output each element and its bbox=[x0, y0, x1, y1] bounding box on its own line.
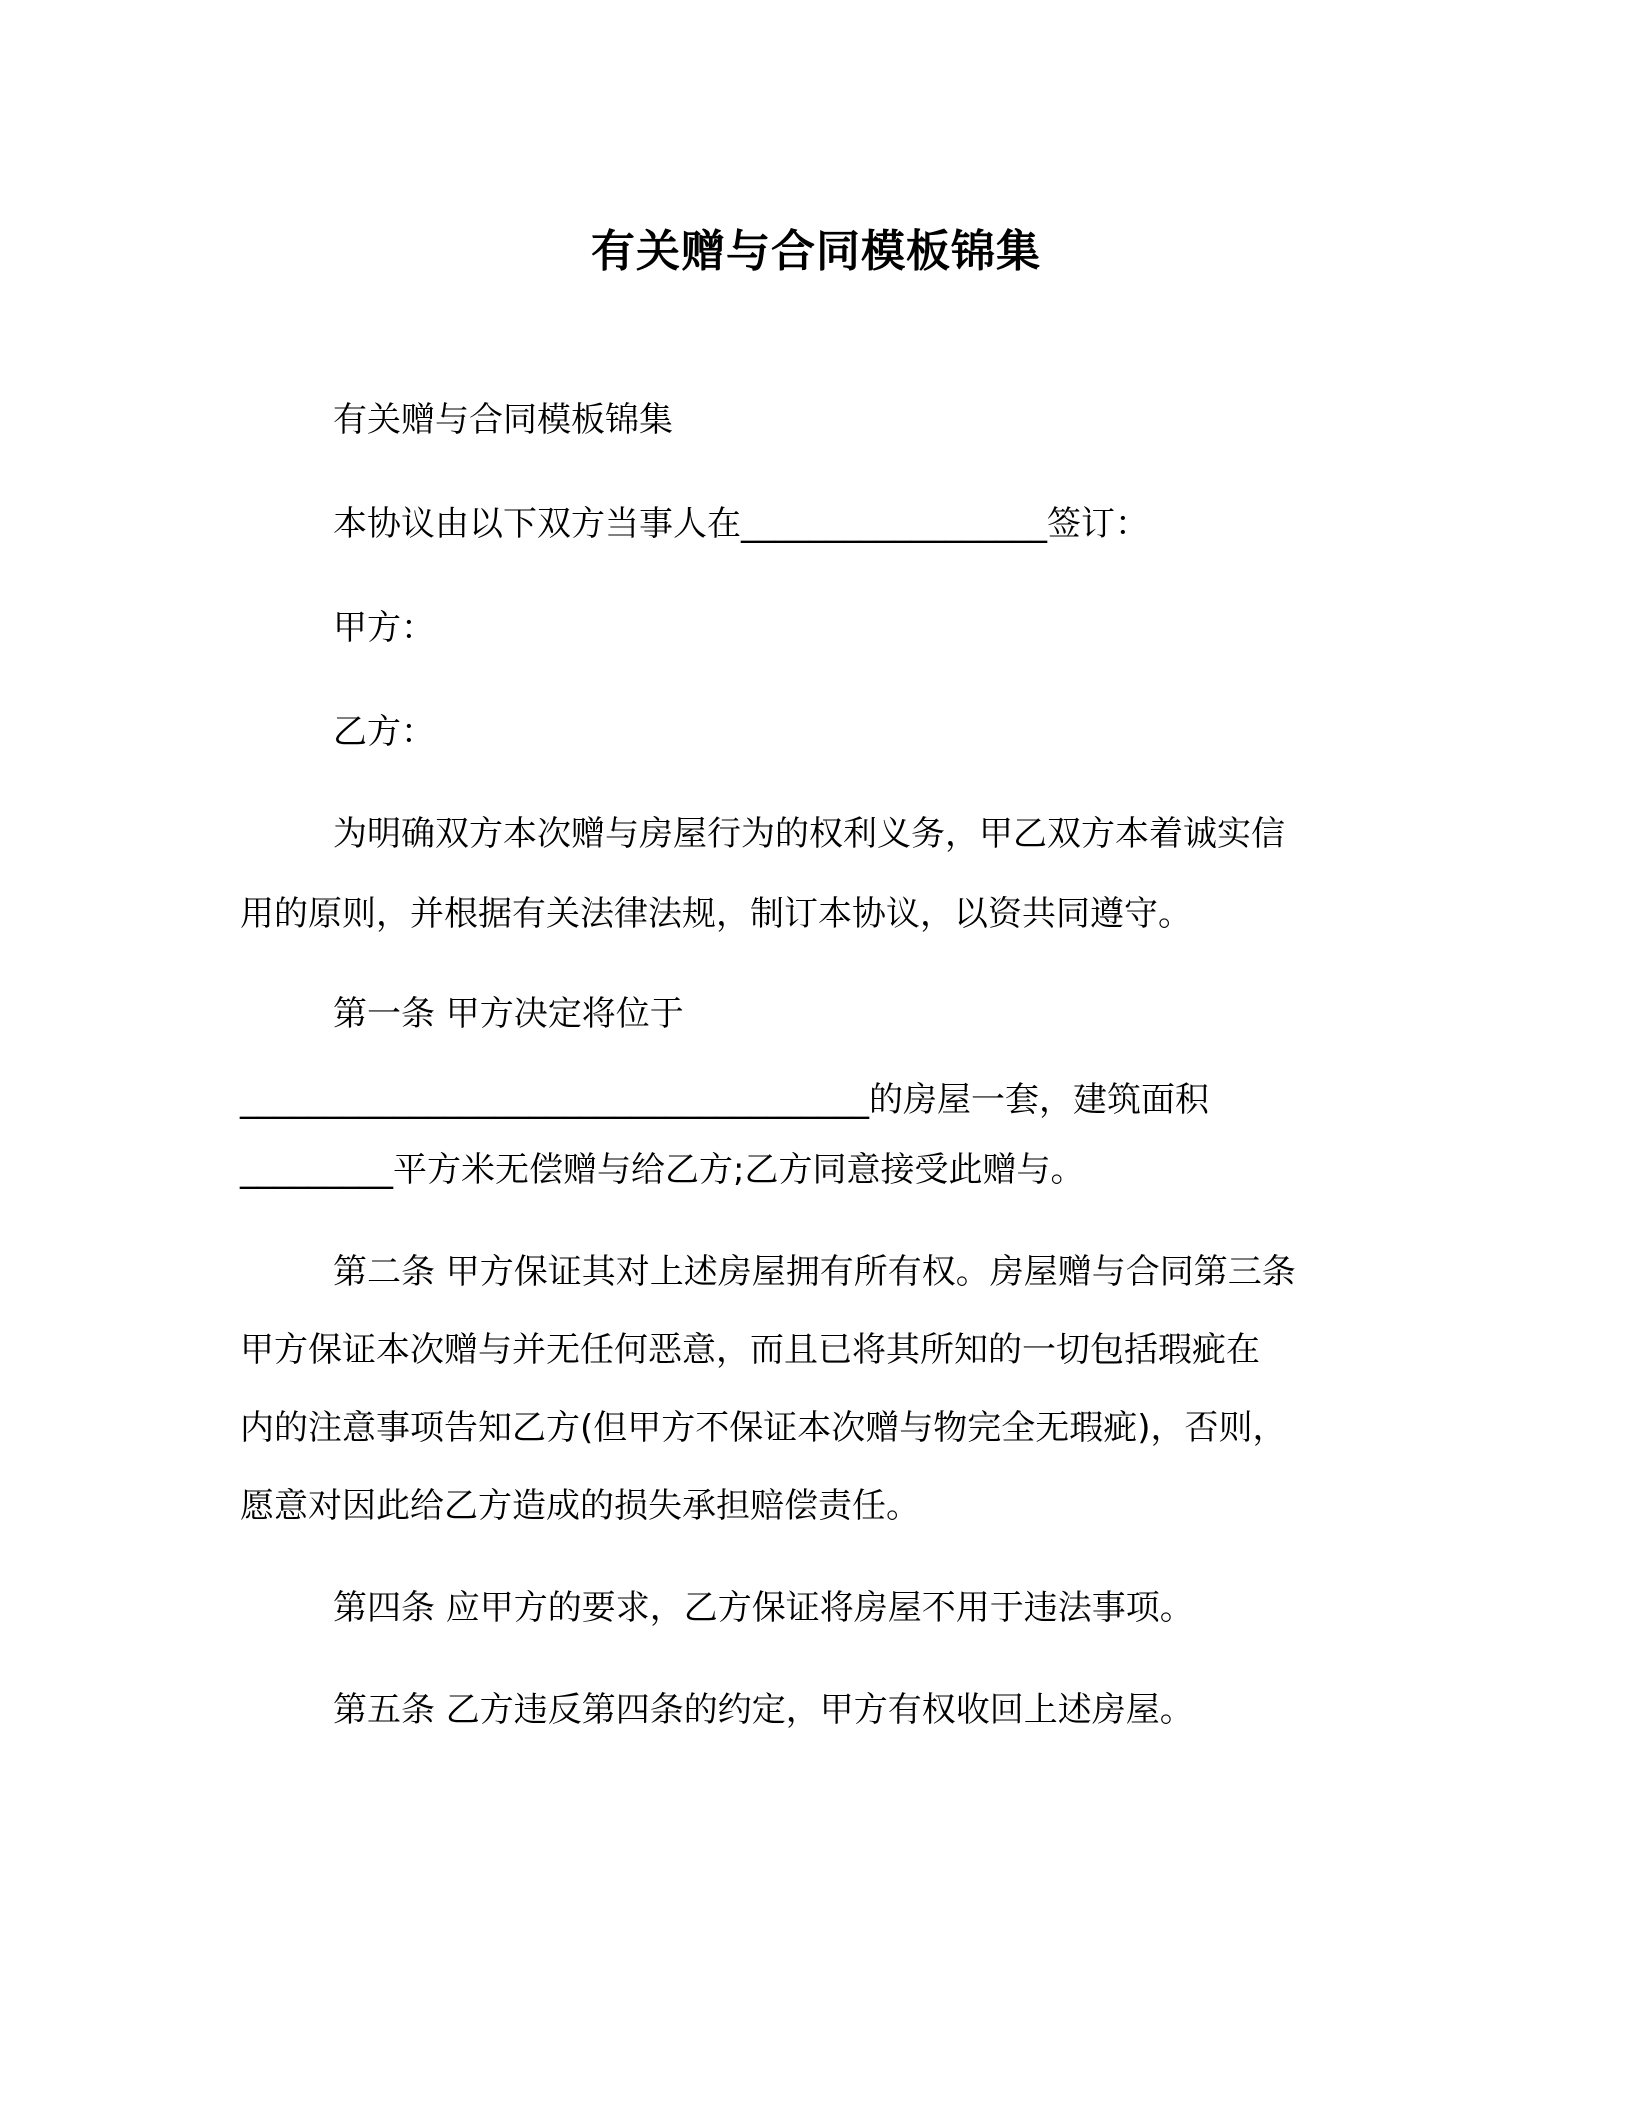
article-1-line-3: _________平方米无偿赠与给乙方;乙方同意接受此赠与。 bbox=[240, 1150, 1085, 1190]
article-1-line-2: _____________________________________的房屋一套，建筑面积 bbox=[240, 1080, 1209, 1120]
article-4-line: 第四条 应甲方的要求，乙方保证将房屋不用于违法事项。 bbox=[333, 1588, 1194, 1628]
preamble-line-2: 用的原则，并根据有关法律法规，制订本协议，以资共同遵守。 bbox=[240, 894, 1192, 934]
article-1-line-1: 第一条 甲方决定将位于 bbox=[333, 994, 684, 1034]
article-2-line-2: 甲方保证本次赠与并无任何恶意，而且已将其所知的一切包括瑕疵在 bbox=[240, 1330, 1260, 1370]
party-b-line: 乙方： bbox=[333, 712, 435, 752]
preamble-line-1: 为明确双方本次赠与房屋行为的权利义务，甲乙双方本着诚实信 bbox=[333, 814, 1285, 854]
article-2-line-1: 第二条 甲方保证其对上述房屋拥有所有权。房屋赠与合同第三条 bbox=[333, 1252, 1296, 1292]
signing-place-line: 本协议由以下双方当事人在__________________签订： bbox=[333, 504, 1149, 544]
subtitle-line: 有关赠与合同模板锦集 bbox=[333, 400, 673, 440]
article-5-line: 第五条 乙方违反第四条的约定，甲方有权收回上述房屋。 bbox=[333, 1690, 1194, 1730]
document-title: 有关赠与合同模板锦集 bbox=[591, 226, 1041, 277]
article-2-line-4: 愿意对因此给乙方造成的损失承担赔偿责任。 bbox=[240, 1486, 920, 1526]
article-2-line-3: 内的注意事项告知乙方(但甲方不保证本次赠与物完全无瑕疵)，否则， bbox=[240, 1408, 1287, 1448]
party-a-line: 甲方： bbox=[333, 608, 435, 648]
